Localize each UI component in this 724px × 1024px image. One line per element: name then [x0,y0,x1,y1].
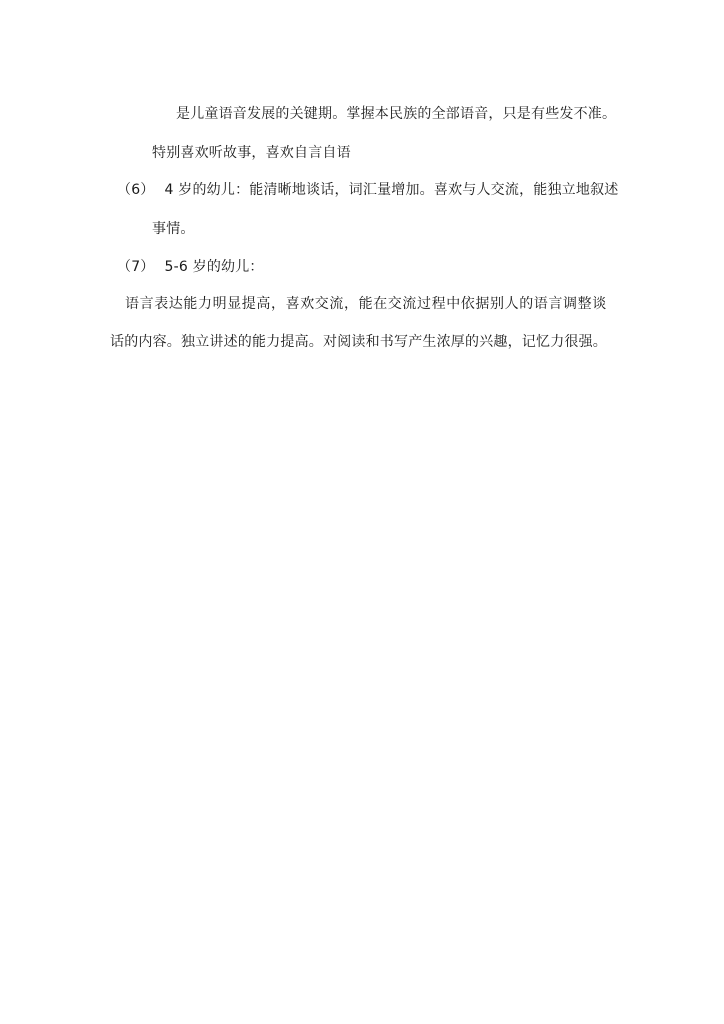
paragraph-line-2: 特别喜欢听故事，喜欢自言自语 [152,145,351,161]
list-item-7 [117,258,264,276]
list-item-number: （6） [117,182,155,198]
paragraph-line-4: 事情。 [152,221,195,237]
list-item-6 [117,181,618,199]
paragraph-line-7: 话的内容。独立讲述的能力提高。对阅读和书写产生浓厚的兴趣，记忆力很强。 [110,334,607,350]
list-item-number: （7） [117,259,155,275]
list-item-text: 5-6 岁的幼儿： [164,259,264,275]
list-item-text: 4 岁的幼儿：能清晰地谈话，词汇量增加。喜欢与人交流，能独立地叙述 [164,182,619,198]
paragraph-line-6: 语言表达能力明显提高，喜欢交流，能在交流过程中依据别人的语言调整谈 [125,296,607,312]
paragraph-line-1: 是儿童语音发展的关键期。掌握本民族的全部语音，只是有些发不准。 [176,106,617,122]
